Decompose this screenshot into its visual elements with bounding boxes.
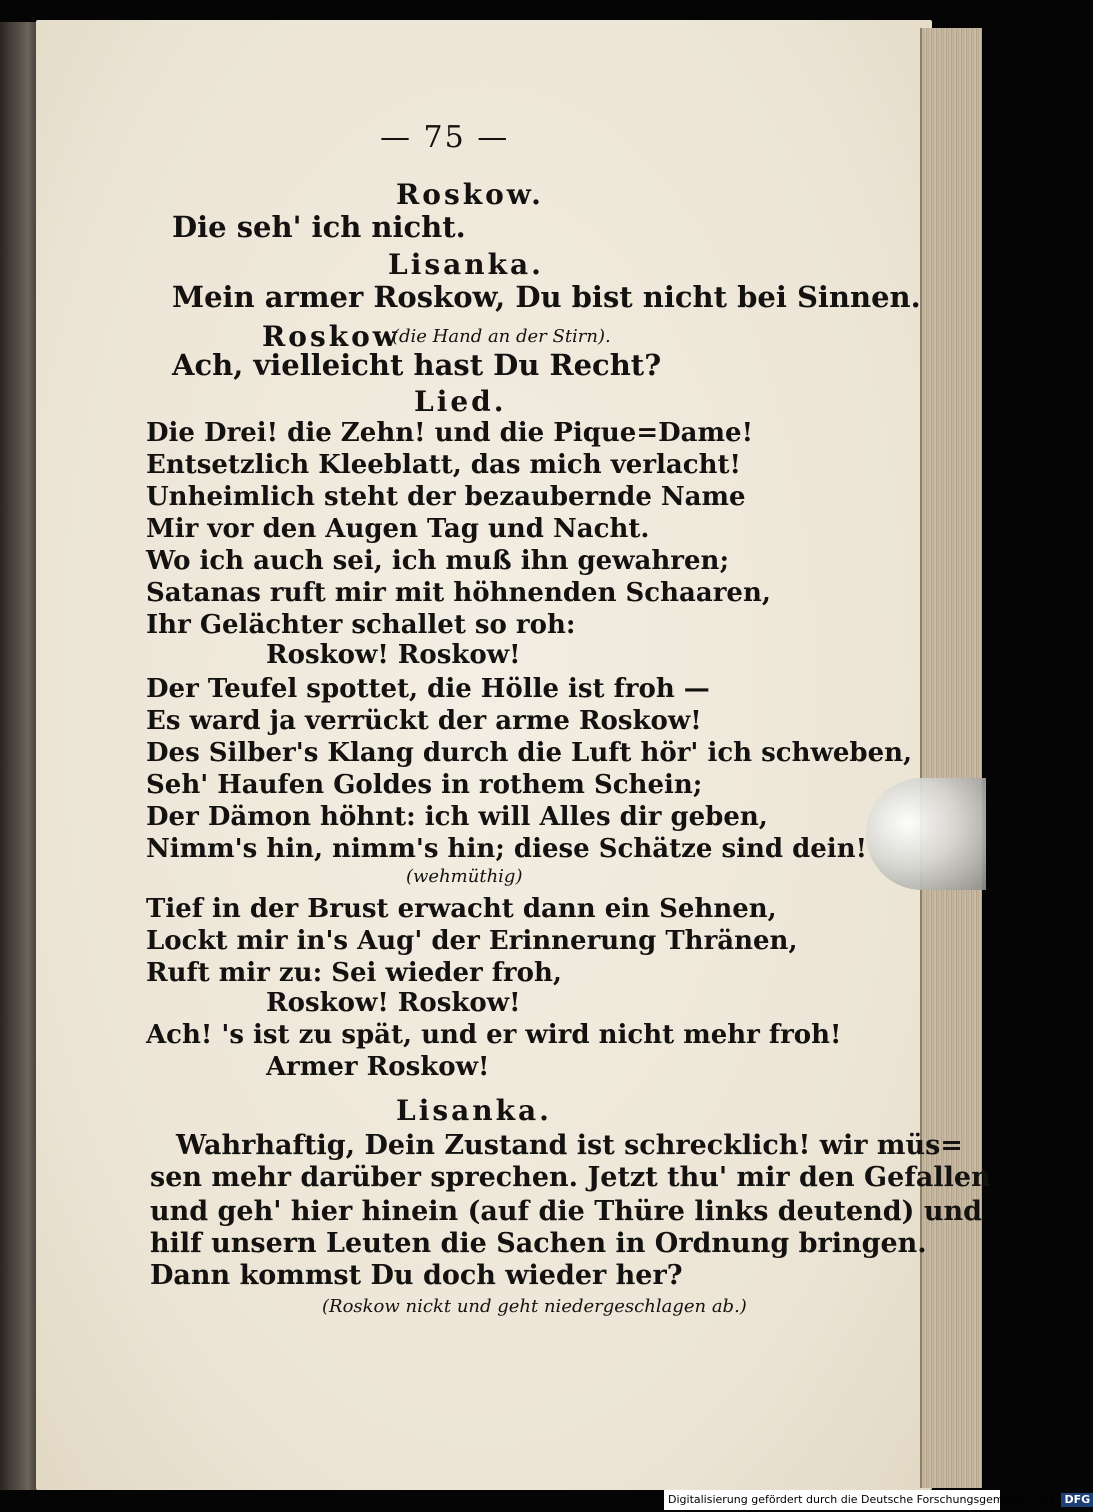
- digitization-footer: [664, 1490, 1091, 1510]
- verse-line: Tief in der Brust erwacht dann ein Sehnen,: [146, 894, 777, 924]
- verse-line: Unheimlich steht der bezaubernde Name: [146, 482, 746, 512]
- dialog-line: Die seh' ich nicht.: [172, 210, 466, 244]
- verse-line: Die Drei! die Zehn! und die Pique=Dame!: [146, 418, 753, 448]
- verse-line: Mir vor den Augen Tag und Nacht.: [146, 514, 650, 544]
- verse-line: Der Dämon höhnt: ich will Alles dir geben,: [146, 802, 768, 832]
- verse-line: Des Silber's Klang durch die Luft hör' ich schweben,: [146, 738, 913, 768]
- verse-line: Satanas ruft mir mit höhnenden Schaaren,: [146, 578, 771, 608]
- verse-line: Ruft mir zu: Sei wieder froh,: [146, 958, 562, 988]
- prose-line: Dann kommst Du doch wieder her?: [150, 1260, 683, 1291]
- verse-line: Ach! 's ist zu spät, und er wird nicht mehr froh!: [146, 1020, 842, 1050]
- speaker-heading: Roskow.: [396, 178, 544, 211]
- dialog-line: Ach, vielleicht hast Du Recht?: [172, 348, 662, 382]
- verse-line: Nimm's hin, nimm's hin; diese Schätze sind dein!: [146, 834, 868, 864]
- verse-refrain: Roskow! Roskow!: [266, 988, 521, 1018]
- footer-credit: Digitalisierung gefördert durch die Deutsche Forschungsgemeinschaft: [668, 1493, 1054, 1506]
- stage-direction: (wehmüthig): [406, 866, 523, 887]
- dialog-line: Mein armer Roskow, Du bist nicht bei Sinnen.: [172, 280, 921, 314]
- speaker-heading: Lisanka.: [388, 248, 544, 281]
- verse-line: Seh' Haufen Goldes in rothem Schein;: [146, 770, 703, 800]
- verse-line: Es ward ja verrückt der arme Roskow!: [146, 706, 702, 736]
- verse-line: Ihr Gelächter schallet so roh:: [146, 610, 576, 640]
- stage-direction: (Roskow nickt und geht niedergeschlagen ab.): [322, 1296, 747, 1317]
- verse-line: Wo ich auch sei, ich muß ihn gewahren;: [146, 546, 730, 576]
- stage-direction: (die Hand an der Stirn).: [392, 326, 611, 347]
- song-title: Lied.: [414, 385, 507, 418]
- facing-page-edge: [0, 22, 40, 1490]
- dfg-logo: DFG: [1061, 1493, 1093, 1507]
- prose-line: und geh' hier hinein (auf die Thüre links deutend) und: [150, 1196, 982, 1227]
- verse-refrain: Armer Roskow!: [266, 1052, 490, 1082]
- page-number: — 75 —: [380, 120, 510, 155]
- verse-refrain: Roskow! Roskow!: [266, 640, 521, 670]
- verse-line: Lockt mir in's Aug' der Erinnerung Thränen,: [146, 926, 798, 956]
- prose-line: hilf unsern Leuten die Sachen in Ordnung bringen.: [150, 1228, 927, 1259]
- page-stack-edge: [920, 28, 982, 1488]
- verse-line: Entsetzlich Kleeblatt, das mich verlacht!: [146, 450, 741, 480]
- speaker-heading: Roskow: [262, 320, 400, 353]
- verse-line: Der Teufel spottet, die Hölle ist froh —: [146, 674, 710, 704]
- prose-line: sen mehr darüber sprechen. Jetzt thu' mir den Gefallen: [150, 1162, 991, 1193]
- prose-line: Wahrhaftig, Dein Zustand ist schrecklich! wir müs=: [176, 1130, 963, 1161]
- page-holder-clip: [866, 778, 986, 890]
- speaker-heading: Lisanka.: [396, 1094, 552, 1127]
